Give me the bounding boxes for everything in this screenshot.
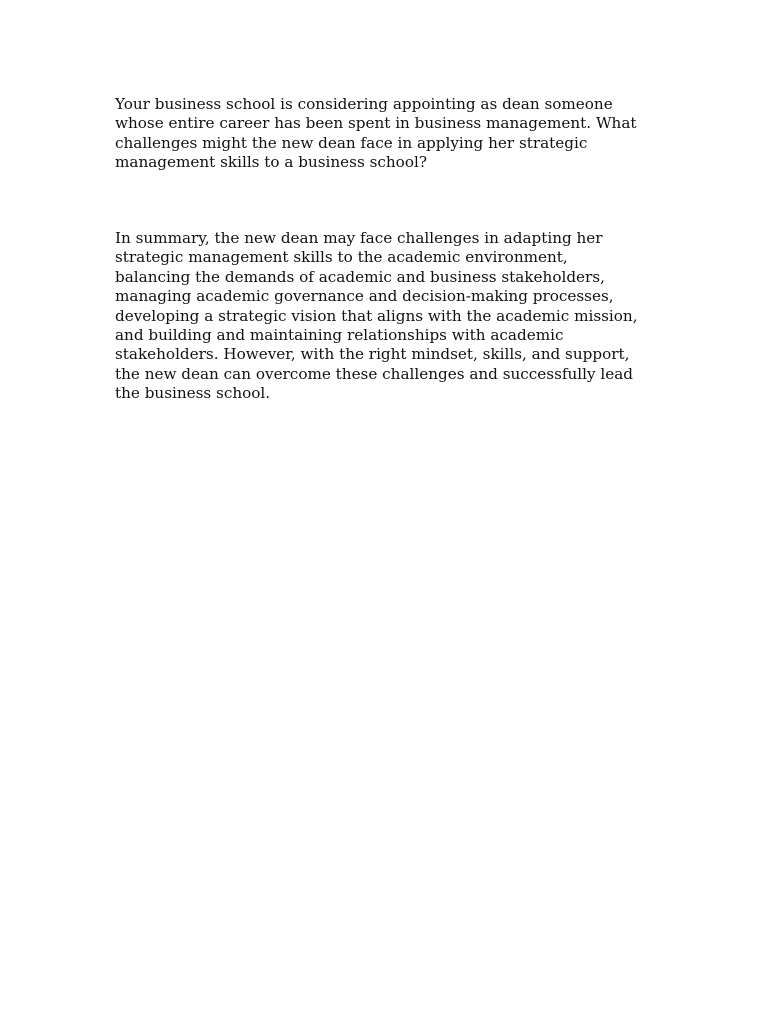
question-paragraph <box>115 95 660 173</box>
summary-line: In summary, the new dean may face challenges in adapting her <box>115 229 603 247</box>
summary-line: balancing the demands of academic and business stakeholders, <box>115 267 605 286</box>
summary-paragraph <box>115 229 660 404</box>
summary-line: strategic management skills to the academic environment, <box>115 248 568 267</box>
question-line: Your business school is considering appointing as dean someone <box>115 95 613 113</box>
summary-line: stakeholders. However, with the right mindset, skills, and support, <box>115 345 630 364</box>
question-line: challenges might the new dean face in applying her strategic <box>115 133 588 152</box>
question-line: management skills to a business school? <box>115 153 427 172</box>
summary-line: and building and maintaining relationships with academic <box>115 326 564 345</box>
summary-line: the new dean can overcome these challenges and successfully lead <box>115 364 634 383</box>
summary-line: the business school. <box>115 384 271 403</box>
summary-line: developing a strategic vision that aligns with the academic mission, <box>115 306 638 325</box>
question-line: whose entire career has been spent in business management. What <box>115 114 637 133</box>
summary-line: managing academic governance and decision-making processes, <box>115 287 614 306</box>
